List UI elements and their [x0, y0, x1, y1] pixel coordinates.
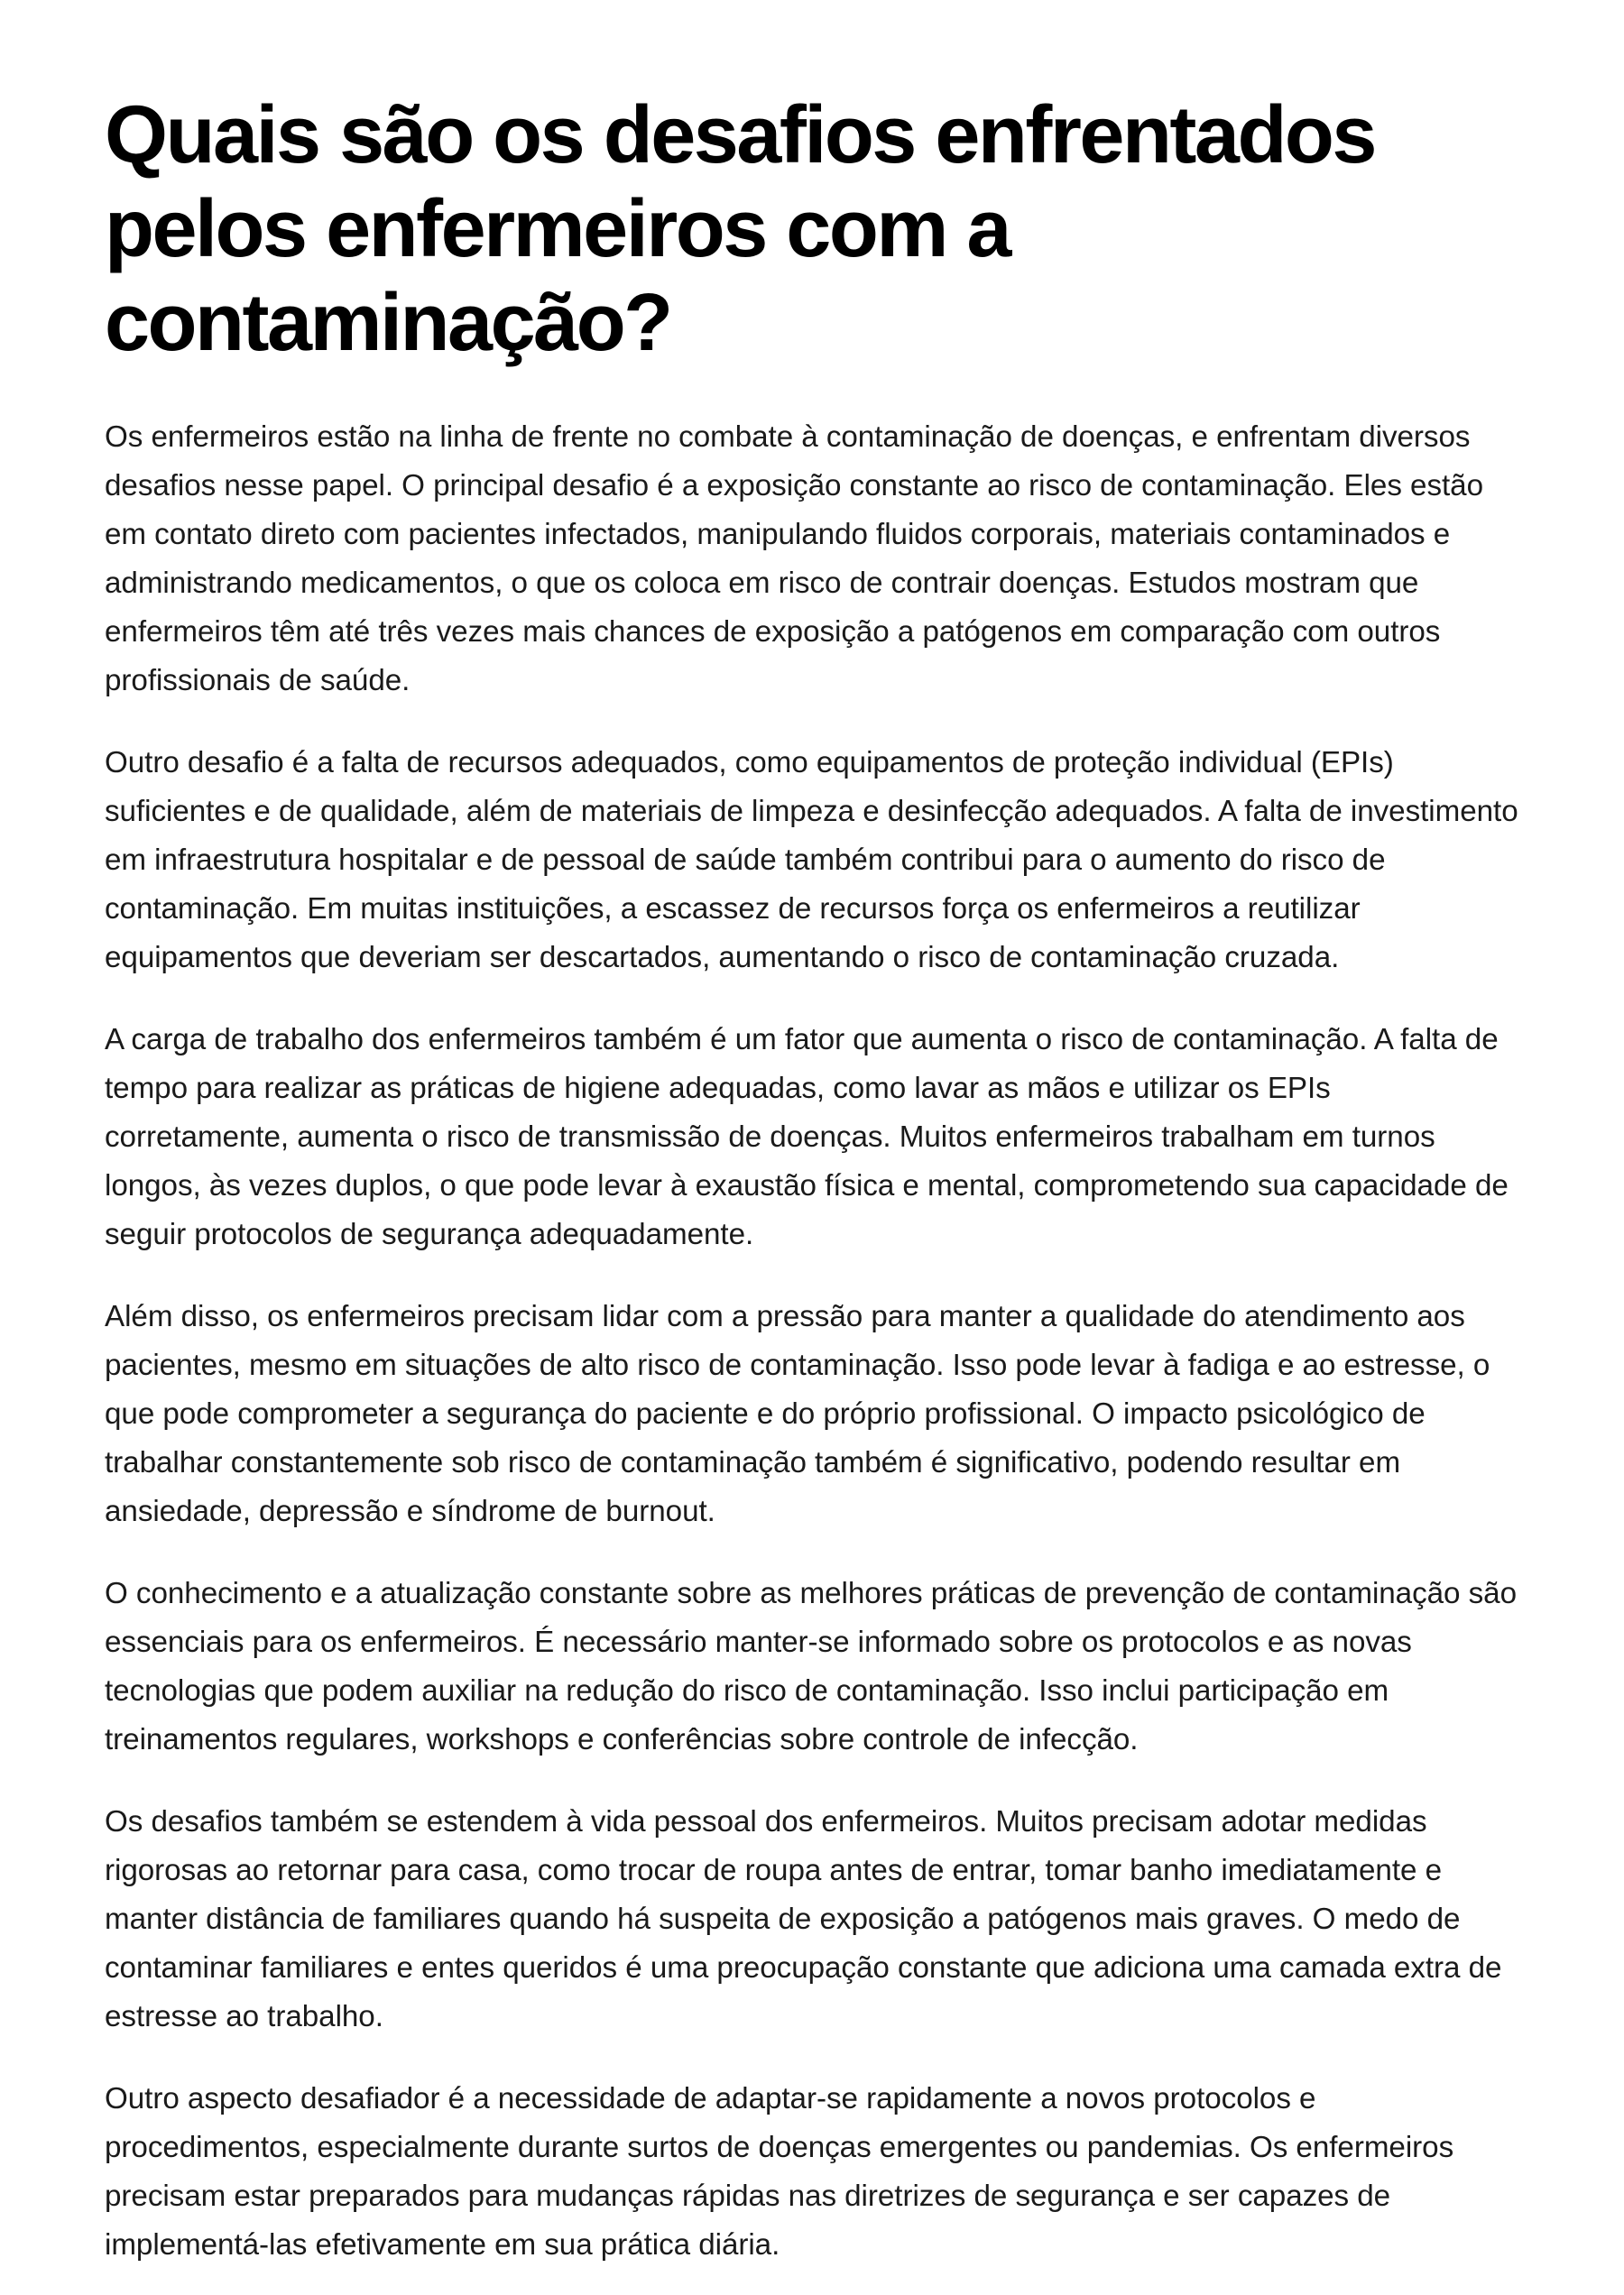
- paragraph-6: Os desafios também se estendem à vida pessoal dos enfermeiros. Muitos precisam adotar medidas rigorosas ao retornar para casa, como trocar de roupa antes de entrar, tomar banho imediatamente e manter distância de familiares quando há suspeita de exposição a patógenos mais graves. O medo de contaminar familiares e entes queridos é uma preocupação constante que adiciona uma camada extra de estresse ao trabalho.: [105, 1805, 1502, 2033]
- paragraph-2: Outro desafio é a falta de recursos adequados, como equipamentos de proteção individual (EPIs) suficientes e de qualidade, além de materiais de limpeza e desinfecção adequados. A falta de investimento em infraestrutura hospitalar e de pessoal de saúde também contribui para o aumento do risco de contaminação. Em muitas instituições, a escassez de recursos força os enfermeiros a reutilizar equipamentos que deveriam ser descartados, aumentando o risco de contaminação cruzada.: [105, 746, 1518, 974]
- paragraph-4: Além disso, os enfermeiros precisam lidar com a pressão para manter a qualidade do atendimento aos pacientes, mesmo em situações de alto risco de contaminação. Isso pode levar à fadiga e ao estresse, o que pode comprometer a segurança do paciente e do próprio profissional. O impacto psicológico de trabalhar constantemente sob risco de contaminação também é significativo, podendo resultar em ansiedade, depressão e síndrome de burnout.: [105, 1300, 1490, 1528]
- paragraph-5: O conhecimento e a atualização constante sobre as melhores práticas de prevenção de contaminação são essenciais para os enfermeiros. É necessário manter-se informado sobre os protocolos e as novas tecnologias que podem auxiliar na redução do risco de contaminação. Isso inclui participação em treinamentos regulares, workshops e conferências sobre controle de infecção.: [105, 1577, 1517, 1756]
- paragraph-3: A carga de trabalho dos enfermeiros também é um fator que aumenta o risco de contaminação. A falta de tempo para realizar as práticas de higiene adequadas, como lavar as mãos e utilizar os EPIs corretamente, aumenta o risco de transmissão de doenças. Muitos enfermeiros trabalham em turnos longos, às vezes duplos, o que pode levar à exaustão física e mental, comprometendo sua capacidade de seguir protocolos de segurança adequadamente.: [105, 1023, 1509, 1251]
- paragraph-1: Os enfermeiros estão na linha de frente no combate à contaminação de doenças, e enfrentam diversos desafios nesse papel. O principal desafio é a exposição constante ao risco de contaminação. Eles estão em contato direto com pacientes infectados, manipulando fluidos corporais, materiais contaminados e administrando medicamentos, o que os coloca em risco de contrair doenças. Estudos mostram que enfermeiros têm até três vezes mais chances de exposição a patógenos em comparação com outros profissionais de saúde.: [105, 420, 1483, 697]
- article-body: [105, 413, 1521, 2270]
- paragraph-7: Outro aspecto desafiador é a necessidade de adaptar-se rapidamente a novos protocolos e procedimentos, especialmente durante surtos de doenças emergentes ou pandemias. Os enfermeiros precisam estar preparados para mudanças rápidas nas diretrizes de segurança e ser capazes de implementá-las efetivamente em sua prática diária.: [105, 2082, 1454, 2262]
- page-title: Quais são os desafios enfrentados pelos enfermeiros com a contaminação?: [105, 90, 1375, 368]
